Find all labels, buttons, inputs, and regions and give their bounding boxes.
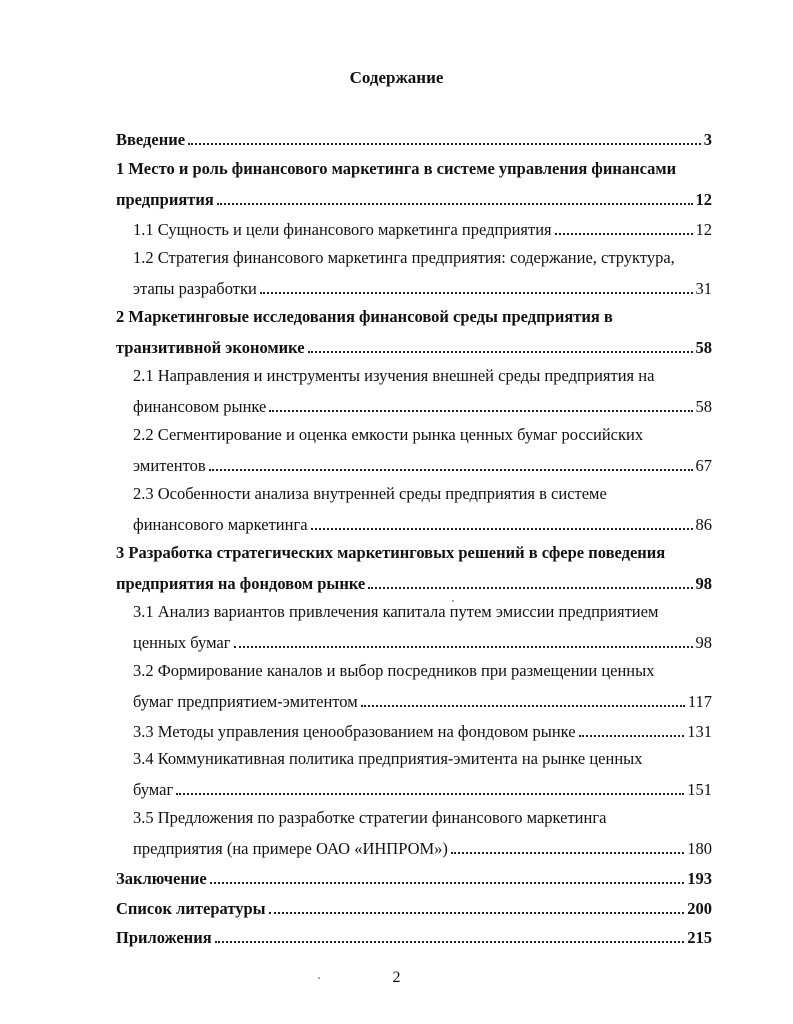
toc-page-number: 12 xyxy=(695,220,712,239)
toc-page-number: 58 xyxy=(695,338,712,357)
toc-entry-label: Приложения xyxy=(116,928,212,947)
dot-leader xyxy=(188,126,701,145)
toc-entry-label: 3.3 Методы управления ценообразованием на фондовом рынке xyxy=(133,722,576,741)
toc-page-number: 180 xyxy=(687,839,712,858)
toc-entry-label: финансовом рынке xyxy=(133,397,267,416)
toc-entry-label: бумаг xyxy=(133,780,174,799)
toc-entry-label: бумаг предприятием-эмитентом xyxy=(133,692,358,711)
toc-chapter-2-line1: 2 Маркетинговые исследования финансовой среды предприятия в xyxy=(116,307,613,326)
toc-section-3-1-line1: 3.1 Анализ вариантов привлечения капитала путем эмиссии предприятием xyxy=(133,602,659,621)
toc-section-2-3-line1: 2.3 Особенности анализа внутренней среды предприятия в системе xyxy=(133,484,607,503)
toc-chapter-1-line1: 1 Место и роль финансового маркетинга в системе управления финансами xyxy=(116,159,677,178)
toc-entry-label: 1.1 Сущность и цели финансового маркетинга предприятия xyxy=(133,220,552,239)
toc-section-2-1 xyxy=(133,393,712,417)
toc-page-number: 98 xyxy=(695,633,712,652)
toc-section-3-4-line1: 3.4 Коммуникативная политика предприятия-эмитента на рынке ценных xyxy=(133,749,643,768)
toc-section-1-1 xyxy=(133,216,712,240)
toc-section-3-2 xyxy=(133,688,712,712)
toc-chapter-3 xyxy=(116,570,712,594)
toc-entry-label: ценных бумаг xyxy=(133,633,231,652)
page-number: 2 xyxy=(392,969,401,986)
toc-chapter-2 xyxy=(116,334,712,358)
toc-section-1-2-line1: 1.2 Стратегия финансового маркетинга предприятия: содержание, структура, xyxy=(133,248,675,267)
toc-entry-label: финансового маркетинга xyxy=(133,515,308,534)
dot-leader xyxy=(234,629,693,648)
toc-entry-label: предприятия xyxy=(116,190,214,209)
toc-section-2-2-line1: 2.2 Сегментирование и оценка емкости рынка ценных бумаг российских xyxy=(133,425,644,444)
toc-entry-label: Введение xyxy=(116,130,186,149)
toc-entry-appendices xyxy=(116,924,712,948)
toc-entry-references xyxy=(116,895,712,919)
toc-section-2-3 xyxy=(133,511,712,535)
dot-leader xyxy=(260,275,693,294)
dot-leader xyxy=(579,718,685,737)
dot-leader xyxy=(308,334,693,353)
toc-section-3-5 xyxy=(133,835,712,859)
toc-section-3-1 xyxy=(133,629,712,653)
toc-entry-conclusion xyxy=(116,865,712,889)
dot-leader xyxy=(451,835,684,854)
toc-section-2-1-line1: 2.1 Направления и инструменты изучения внешней среды предприятия на xyxy=(133,366,655,385)
toc-chapter-1 xyxy=(116,186,712,210)
toc-page-number: 86 xyxy=(695,515,712,534)
toc-section-3-3 xyxy=(133,718,712,742)
toc-chapter-3-line1: 3 Разработка стратегических маркетинговых решений в сфере поведения xyxy=(116,543,666,562)
toc-page-number: 31 xyxy=(695,279,712,298)
toc-entry-label: предприятия (на примере ОАО «ИНПРОМ») xyxy=(133,839,448,858)
toc-entry-intro xyxy=(116,126,712,150)
page-title: Содержание xyxy=(349,68,444,87)
toc-page-number: 200 xyxy=(687,899,712,918)
toc-page-number: 58 xyxy=(695,397,712,416)
scan-speck xyxy=(318,977,320,979)
toc-entry-label: Список литературы xyxy=(116,899,266,918)
toc-page-number: 3 xyxy=(703,130,712,149)
toc-entry-label: транзитивной экономике xyxy=(116,338,305,357)
toc-page-number: 117 xyxy=(687,692,712,711)
dot-leader xyxy=(269,895,685,914)
toc-section-1-2 xyxy=(133,275,712,299)
toc-section-3-4 xyxy=(133,776,712,800)
toc-entry-label: предприятия на фондовом рынке xyxy=(116,574,366,593)
toc-page-number: 131 xyxy=(687,722,712,741)
dot-leader xyxy=(311,511,693,530)
toc-entry-label: Заключение xyxy=(116,869,207,888)
dot-leader xyxy=(176,776,684,795)
dot-leader xyxy=(269,393,692,412)
toc-page-number: 67 xyxy=(695,456,712,475)
toc-page-number: 12 xyxy=(695,190,712,209)
toc-page-number: 98 xyxy=(695,574,712,593)
toc-section-3-2-line1: 3.2 Формирование каналов и выбор посредников при размещении ценных xyxy=(133,661,655,680)
toc-entry-label: этапы разработки xyxy=(133,279,257,298)
toc-page-number: 151 xyxy=(687,780,712,799)
toc-entry-label: эмитентов xyxy=(133,456,206,475)
dot-leader xyxy=(361,688,685,707)
toc-page-number: 193 xyxy=(687,869,712,888)
dot-leader xyxy=(368,570,692,589)
dot-leader xyxy=(217,186,693,205)
toc-section-3-5-line1: 3.5 Предложения по разработке стратегии финансового маркетинга xyxy=(133,808,607,827)
dot-leader xyxy=(209,452,693,471)
dot-leader xyxy=(210,865,685,884)
dot-leader xyxy=(555,216,693,235)
scan-speck xyxy=(452,600,454,602)
toc-page-number: 215 xyxy=(687,928,712,947)
toc-section-2-2 xyxy=(133,452,712,476)
dot-leader xyxy=(215,924,685,943)
